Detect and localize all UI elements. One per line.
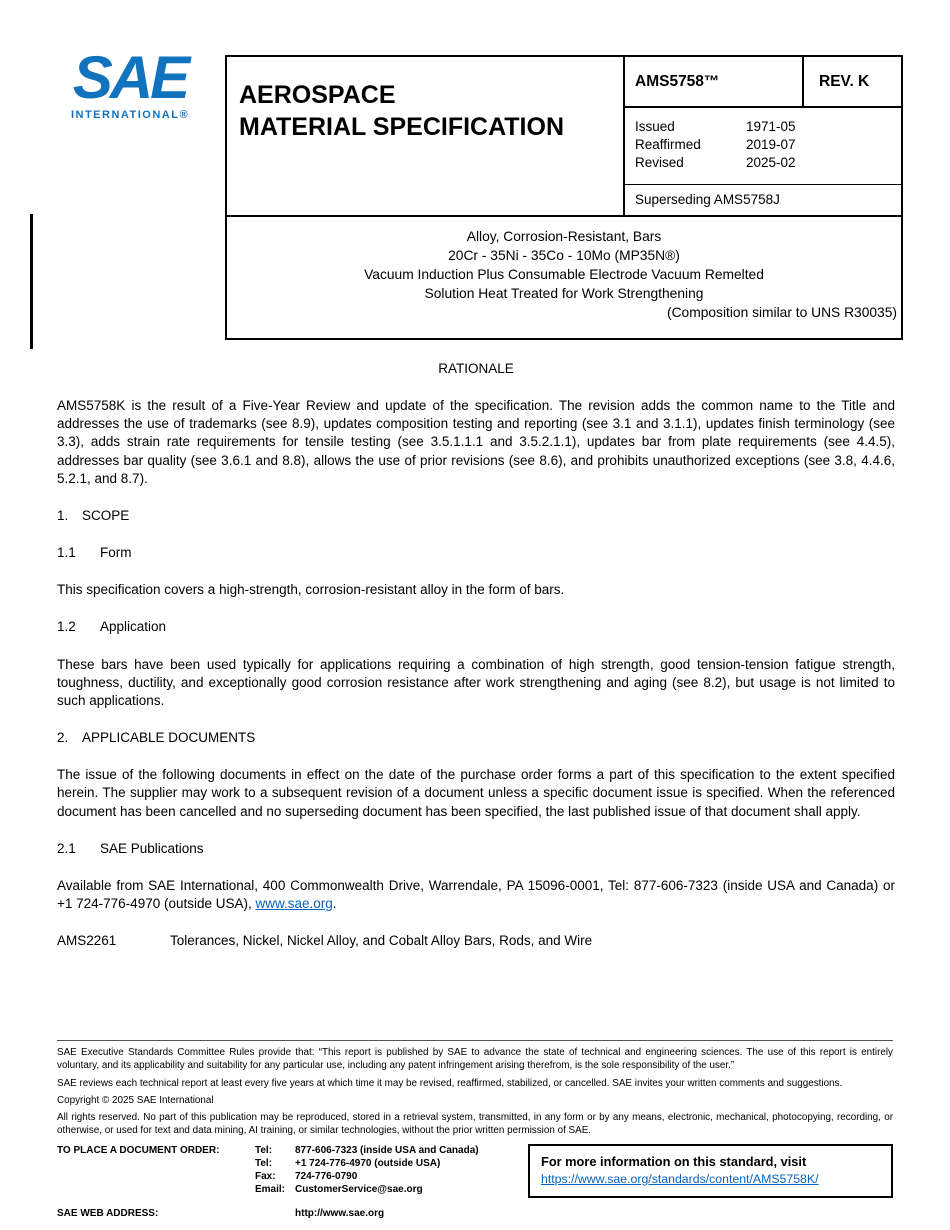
section-2-heading bbox=[57, 729, 895, 747]
doc-number-row bbox=[625, 57, 901, 108]
date-value: 2019-07 bbox=[746, 137, 796, 152]
web-address-label: SAE WEB ADDRESS: bbox=[57, 1207, 159, 1219]
rationale-paragraph: AMS5758K is the result of a Five-Year Review and update of the specification. The revision adds the common name to the Title and addresses the use of trademarks (see 8.9), updates composition testing and reporting (see 3.1 and 3.1.1), updates finish terminology (see 3.3), adds strain rate requirements for tensile testing (see 3.5.1.1.1 and 3.5.2.1.1), updates bar from plate requirements (see 4.4.5), addresses bar quality (see 3.6.1 and 8.8), allows the use of prior revisions (see 8.6), and prohibits unauthorized exceptions (see 3.8, 4.4.6, 5.2.1, and 8.7). bbox=[57, 398, 895, 486]
contact-value: 724-776-0790 bbox=[295, 1170, 358, 1182]
doc-dates bbox=[625, 108, 901, 184]
section-title: SCOPE bbox=[82, 507, 130, 523]
section-number: 2.1 bbox=[57, 840, 76, 856]
document-footer bbox=[57, 1040, 893, 1219]
standard-url-link[interactable]: https://www.sae.org/standards/content/AMS5758K/ bbox=[541, 1171, 819, 1186]
sae-logo-text: SAE bbox=[72, 44, 188, 111]
date-row-revised bbox=[635, 154, 891, 172]
subject-line-3: Vacuum Induction Plus Consumable Electrode Vacuum Remelted bbox=[364, 267, 764, 282]
date-row-reaffirmed bbox=[635, 136, 891, 154]
more-info-text: For more information on this standard, visit bbox=[541, 1153, 807, 1169]
order-contacts bbox=[255, 1144, 525, 1196]
contact-label: Tel: bbox=[255, 1157, 273, 1169]
superseding-note: Superseding AMS5758J bbox=[625, 184, 901, 215]
date-value: 2025-02 bbox=[746, 155, 796, 170]
date-label: Reaffirmed bbox=[635, 137, 701, 152]
sae-logo bbox=[60, 44, 200, 121]
section-title: APPLICABLE DOCUMENTS bbox=[82, 730, 256, 746]
section-number: 2. bbox=[57, 730, 69, 746]
contact-value: +1 724-776-4970 (outside USA) bbox=[295, 1157, 441, 1169]
publications-text-after: . bbox=[332, 895, 337, 911]
referenced-document-row bbox=[57, 932, 895, 950]
document-body bbox=[57, 360, 895, 969]
doc-type-title bbox=[227, 57, 625, 215]
sae-publications-paragraph bbox=[57, 877, 895, 913]
section-number: 1.2 bbox=[57, 619, 76, 635]
more-info-box bbox=[528, 1144, 893, 1198]
doc-type-line-2: MATERIAL SPECIFICATION bbox=[239, 113, 564, 141]
section-1-1-heading bbox=[57, 544, 895, 562]
doc-subject-title bbox=[227, 217, 901, 322]
publications-text-before: Available from SAE International, 400 Commonwealth Drive, Warrendale, PA 15096-0001, Tel: 877-606-7323 (inside USA and Canada) or +1 724-776-4970 (outside USA), bbox=[57, 877, 895, 911]
subject-line-1: Alloy, Corrosion-Resistant, Bars bbox=[466, 229, 662, 244]
subject-line-2: 20Cr - 35Ni - 35Co - 10Mo (MP35N®) bbox=[448, 248, 680, 263]
doc-number: AMS5758™ bbox=[625, 57, 804, 106]
contact-label: Email: bbox=[255, 1183, 286, 1195]
section-1-2-paragraph: These bars have been used typically for applications requiring a combination of high strength, good tension-tension fatigue strength, toughness, ductility, and exceptionally good corrosion resistance after work strengthening and aging (see 8.2), but usage is not limited to such applications. bbox=[57, 656, 895, 708]
sae-org-link[interactable]: www.sae.org bbox=[255, 895, 333, 911]
section-2-1-heading bbox=[57, 840, 895, 858]
footer-legal-1: SAE Executive Standards Committee Rules provide that: “This report is published by SAE to advance the state of technical and engineering sciences. The use of this report is entirely voluntary, and its applicability and suitability for any particular use, including any patent infringement arising therefrom, is the sole responsibility of the user.” bbox=[57, 1047, 893, 1072]
spec-header-top-row bbox=[227, 57, 901, 217]
subject-line-4: Solution Heat Treated for Work Strengthening bbox=[424, 286, 704, 301]
section-1-2-heading bbox=[57, 618, 895, 636]
referenced-document-title: Tolerances, Nickel, Nickel Alloy, and Cobalt Alloy Bars, Rods, and Wire bbox=[170, 933, 593, 949]
web-address-value: http://www.sae.org bbox=[295, 1207, 385, 1219]
footer-rights: All rights reserved. No part of this publication may be reproduced, stored in a retrieval system, transmitted, in any form or by any means, electronic, mechanical, photocopying, recording, or otherwise, or used for text and data mining, AI training, or similar technologies, without the prior written permission of SAE. bbox=[57, 1112, 893, 1137]
contact-row-fax bbox=[255, 1170, 525, 1183]
section-title: SAE Publications bbox=[100, 840, 204, 856]
footer-legal-2: SAE reviews each technical report at least every five years at which time it may be revised, reaffirmed, stabilized, or cancelled. SAE invites your written comments and suggestions. bbox=[57, 1077, 843, 1089]
rationale-heading: RATIONALE bbox=[438, 361, 514, 376]
date-value: 1971-05 bbox=[746, 119, 796, 134]
contact-row-email bbox=[255, 1183, 525, 1196]
spec-header-box bbox=[225, 55, 903, 340]
sae-logo-subtitle: INTERNATIONAL® bbox=[70, 109, 190, 121]
left-margin-bar bbox=[30, 214, 33, 349]
doc-type-line-1: AEROSPACE bbox=[239, 81, 396, 109]
contact-label: Tel: bbox=[255, 1144, 273, 1156]
subject-line-composition: (Composition similar to UNS R30035) bbox=[666, 305, 897, 320]
section-1-heading bbox=[57, 507, 895, 525]
doc-revision: REV. K bbox=[819, 72, 870, 90]
order-section bbox=[57, 1144, 893, 1200]
date-label: Revised bbox=[635, 155, 684, 170]
section-number: 1.1 bbox=[57, 545, 76, 561]
contact-row-tel-intl bbox=[255, 1157, 525, 1170]
doc-meta-cell bbox=[625, 57, 901, 215]
section-number: 1. bbox=[57, 507, 69, 523]
footer-divider bbox=[57, 1040, 893, 1041]
contact-value: CustomerService@sae.org bbox=[295, 1183, 423, 1195]
contact-label: Fax: bbox=[255, 1170, 276, 1182]
section-title: Application bbox=[100, 619, 167, 635]
order-label: TO PLACE A DOCUMENT ORDER: bbox=[57, 1144, 220, 1156]
date-label: Issued bbox=[635, 119, 675, 134]
section-title: Form bbox=[100, 545, 132, 561]
section-2-paragraph: The issue of the following documents in effect on the date of the purchase order forms a part of this specification to the extent specified herein. The supplier may work to a subsequent revision of a document unless a specific document issue is specified. When the referenced document has been cancelled and no superseding document has been specified, the last published issue of that document shall apply. bbox=[57, 767, 895, 819]
section-1-1-paragraph: This specification covers a high-strength, corrosion-resistant alloy in the form of bars. bbox=[57, 582, 565, 598]
contact-row-tel-usa bbox=[255, 1144, 525, 1157]
web-address-row bbox=[57, 1208, 893, 1219]
footer-copyright: Copyright © 2025 SAE International bbox=[57, 1094, 214, 1106]
date-row-issued bbox=[635, 118, 891, 136]
contact-value: 877-606-7323 (inside USA and Canada) bbox=[295, 1144, 479, 1156]
referenced-document-code: AMS2261 bbox=[57, 933, 117, 949]
